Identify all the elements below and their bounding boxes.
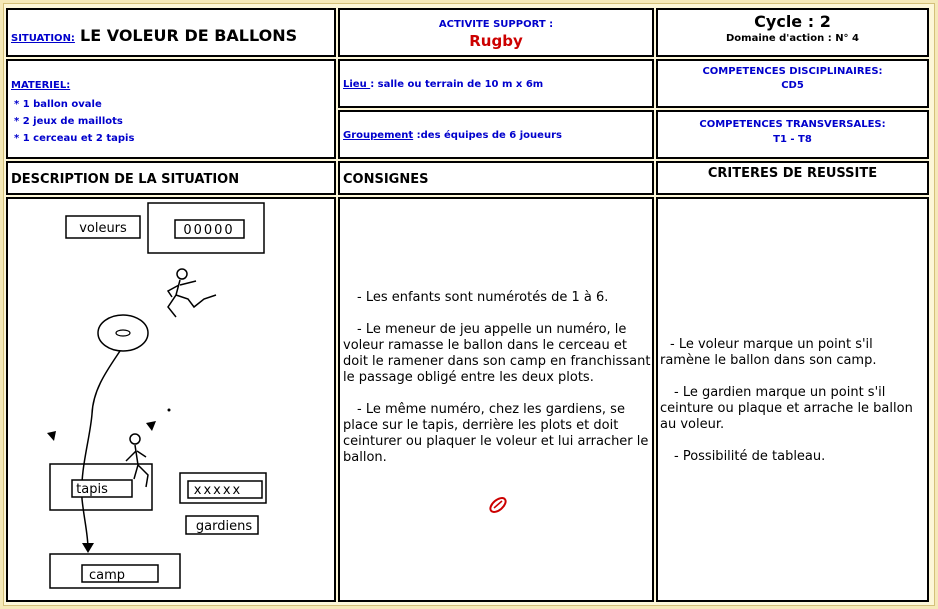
activite-label: ACTIVITE SUPPORT : xyxy=(438,19,554,30)
consignes-header: CONSIGNES xyxy=(343,172,429,187)
groupement-cell xyxy=(338,110,654,159)
camp-label: camp xyxy=(88,568,126,583)
consigne-item: - Les enfants sont numérotés de 1 à 6. xyxy=(357,290,609,305)
ballon-in-cerceau xyxy=(116,330,130,336)
situation-diagram xyxy=(8,199,334,600)
voleur-path xyxy=(82,351,120,549)
materiel-item: * 1 ballon ovale xyxy=(14,99,102,110)
situation-title: LE VOLEUR DE BALLONS xyxy=(80,26,298,45)
cd-value: CD5 xyxy=(781,80,804,91)
consigne-item: - Le même numéro, chez les gardiens, se place sur le tapis, derrière les plots et doit ceinturer ou plaquer le voleur et lui arracher le ballon. xyxy=(343,402,649,465)
runner-figure xyxy=(168,269,216,317)
competences-disciplinaires-cell xyxy=(656,59,929,108)
consigne-item: - Le meneur de jeu appelle un numéro, le voleur ramasse le ballon dans le cerceau et doit le ramener dans son camp en franchissant le passage obligé entre les deux plots. xyxy=(343,322,651,385)
plot-left xyxy=(47,431,56,441)
gardien-figure xyxy=(126,434,148,487)
groupement-label: Groupement xyxy=(343,130,414,141)
critere-item: - Le gardien marque un point s'il ceinture ou plaque et arrache le ballon au voleur. xyxy=(660,385,913,432)
voleurs-label: voleurs xyxy=(79,221,127,236)
criteres-header-cell xyxy=(656,161,929,195)
situation-cell xyxy=(6,8,336,57)
activite-value: Rugby xyxy=(469,32,523,50)
plot-right xyxy=(146,421,156,431)
ct-value: T1 - T8 xyxy=(773,134,812,145)
lieu-value: : salle ou terrain de 10 m x 6m xyxy=(370,79,544,90)
gardiens-label: gardiens xyxy=(195,519,253,534)
domaine-label: Domaine d'action : N° 4 xyxy=(725,33,859,44)
materiel-item: * 1 cerceau et 2 tapis xyxy=(14,133,135,144)
voleurs-score: 00000 xyxy=(183,223,235,238)
cycle-label: Cycle : 2 xyxy=(754,12,831,31)
description-cell xyxy=(6,197,336,602)
gardiens-score: xxxxx xyxy=(193,483,243,498)
materiel-item: * 2 jeux de maillots xyxy=(14,116,123,127)
situation-label: SITUATION: xyxy=(11,33,75,44)
consignes-header-cell xyxy=(338,161,654,195)
activite-cell xyxy=(338,8,654,57)
critere-item: - Le voleur marque un point s'il ramène le ballon dans son camp. xyxy=(660,337,877,368)
lieu-cell xyxy=(338,59,654,108)
competences-transversales-cell xyxy=(656,110,929,159)
criteres-cell xyxy=(656,197,929,602)
groupement-value: :des équipes de 6 joueurs xyxy=(413,130,562,141)
cycle-cell xyxy=(656,8,929,57)
consignes-cell xyxy=(338,197,654,602)
rugby-ball-icon xyxy=(486,495,510,515)
tapis-label: tapis xyxy=(76,482,108,497)
critere-item: - Possibilité de tableau. xyxy=(674,449,826,464)
description-header: DESCRIPTION DE LA SITUATION xyxy=(11,172,240,187)
lieu-label: Lieu xyxy=(343,79,371,90)
description-header-cell xyxy=(6,161,336,195)
criteres-header: CRITERES DE REUSSITE xyxy=(707,166,878,181)
materiel-list xyxy=(14,96,134,147)
materiel-label: MATERIEL: xyxy=(11,80,71,91)
ct-label: COMPETENCES TRANSVERSALES: xyxy=(699,119,886,130)
path-arrowhead xyxy=(82,543,94,553)
materiel-cell xyxy=(6,59,336,159)
cd-label: COMPETENCES DISCIPLINAIRES: xyxy=(702,66,883,77)
